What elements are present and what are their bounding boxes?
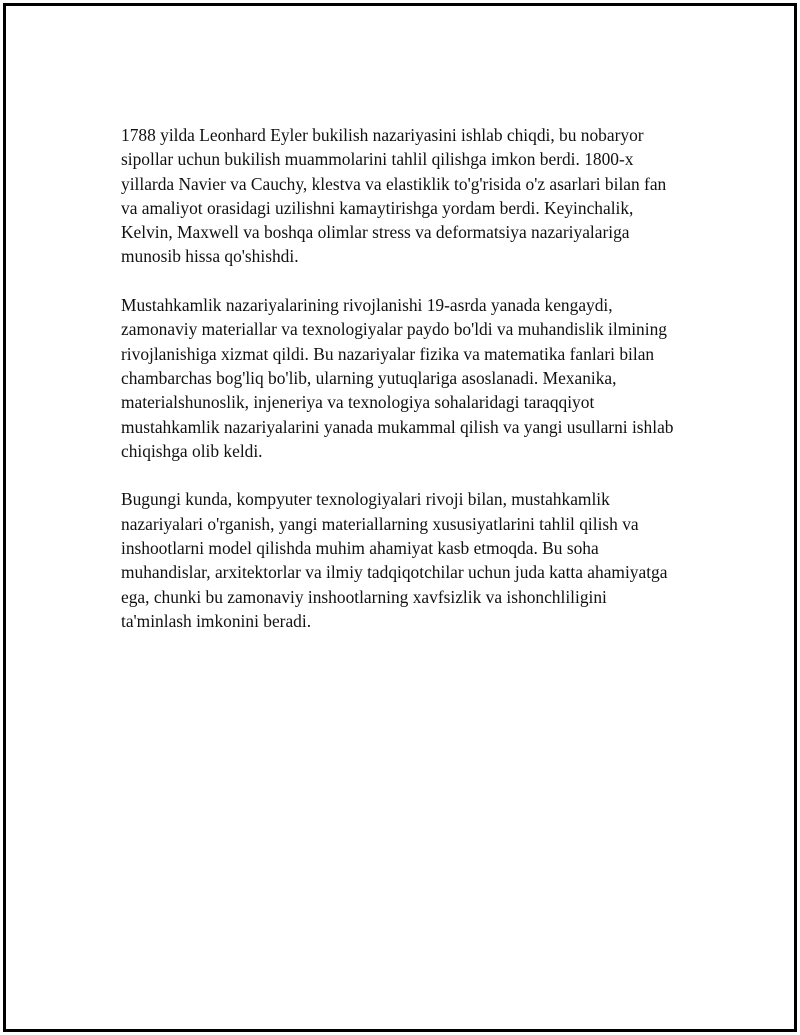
paragraph-3: Bugungi kunda, kompyuter texnologiyalari rivoji bilan, mustahkamlik nazariyalari o'rganish, yangi materiallarning xususiyatlarini tahlil qilish va inshootlarni model qilishda muhim ahamiyat kasb etmoqda. Bu soha muhandislar, arxitektorlar va ilmiy tadqiqotchilar uchun juda katta ahamiyatga ega, chunki bu zamonaviy inshootlarning xavfsizlik va ishonchliligini ta'minlash imkonini beradi. — [121, 489, 668, 631]
document-body — [121, 123, 681, 658]
paragraph-2: Mustahkamlik nazariyalarining rivojlanishi 19-asrda yanada kengaydi, zamonaviy materiallar va texnologiyalar paydo bo'ldi va muhandislik ilmining rivojlanishiga xizmat qildi. Bu nazariyalar fizika va matematika fanlari bilan chambarchas bog'liq bo'lib, ularning yutuqlariga asoslanadi. Mexanika, materialshunoslik, injeneriya va texnologiya sohalaridagi taraqqiyot mustahkamlik nazariyalarini yanada mukammal qilish va yangi usullarni ishlab chiqishga olib keldi. — [121, 295, 674, 461]
document-page — [3, 3, 797, 1032]
paragraph-1: 1788 yilda Leonhard Eyler bukilish nazariyasini ishlab chiqdi, bu nobaryor sipollar uchun bukilish muammolarini tahlil qilishga imkon berdi. 1800-x yillarda Navier va Cauchy, klestva va elastiklik to'g'risida o'z asarlari bilan fan va amaliyot orasidagi uzilishni kamaytirishga yordam berdi. Keyinchalik, Kelvin, Maxwell va boshqa olimlar stress va deformatsiya nazariyalariga munosib hissa qo'shishdi. — [121, 125, 667, 267]
